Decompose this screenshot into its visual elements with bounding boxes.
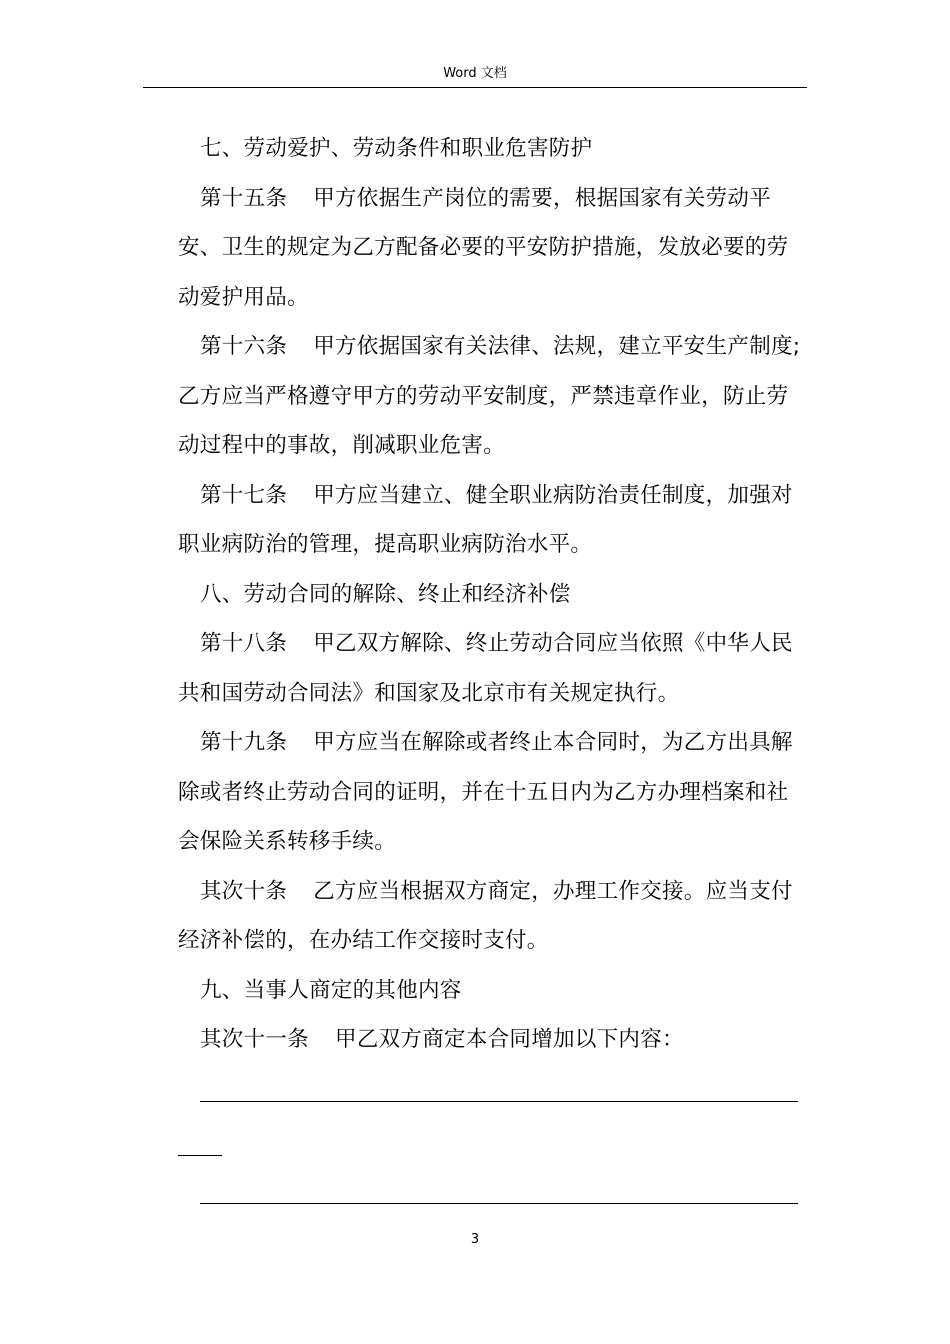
article-text: 甲方应当建立、健全职业病防治责任制度，加强对职业病防治的管理，提高职业病防治水平。: [178, 482, 793, 557]
article-number: 第十六条: [200, 334, 288, 359]
section-heading-9: 九、当事人商定的其他内容: [200, 977, 462, 1003]
article-19: [178, 718, 810, 867]
article-number: 第十九条: [200, 730, 288, 755]
fill-in-line-1: [200, 1101, 798, 1102]
article-text: 甲乙双方解除、终止劳动合同应当依照《中华人民共和国劳动合同法》和国家及北京市有关规定执行。: [178, 631, 793, 706]
article-20: [178, 867, 810, 966]
article-21: [178, 1015, 810, 1065]
article-text: 甲乙双方商定本合同增加以下内容：: [335, 1027, 684, 1052]
article-text: 乙方应当根据双方商定，办理工作交接。应当支付经济补偿的，在办结工作交接时支付。: [178, 878, 793, 953]
article-17: [178, 471, 810, 570]
header-divider: [143, 87, 807, 88]
article-18: [178, 619, 810, 718]
article-number: 第十五条: [200, 185, 288, 211]
section-heading-7: 七、劳动爱护、劳动条件和职业危害防护: [200, 136, 593, 161]
article-text: 甲方应当在解除或者终止本合同时，为乙方出具解除或者终止劳动合同的证明，并在十五日内为乙方办理档案和社会保险关系转移手续。: [178, 730, 793, 854]
fill-in-line-2: [200, 1203, 798, 1204]
article-number: 其次十条: [200, 878, 288, 904]
fill-in-line-1-continuation: [178, 1155, 222, 1156]
article-number: 其次十一条: [200, 1027, 310, 1052]
article-text: 甲方依据国家有关法律、法规，建立平安生产制度;乙方应当严格遵守甲方的劳动平安制度，严禁违章作业，防止劳动过程中的事故，削减职业危害。: [178, 334, 801, 458]
page-header: Word 文档: [443, 66, 507, 81]
article-number: 第十七条: [200, 482, 288, 508]
article-16: [178, 322, 810, 471]
article-15: [178, 174, 810, 323]
article-number: 第十八条: [200, 631, 288, 656]
section-heading-8: 八、劳动合同的解除、终止和经济补偿: [200, 581, 571, 607]
document-body: [178, 124, 810, 1065]
page-number: 3: [470, 1232, 480, 1247]
article-text: 甲方依据生产岗位的需要，根据国家有关劳动平安、卫生的规定为乙方配备必要的平安防护措施，发放必要的劳动爱护用品。: [178, 185, 789, 310]
